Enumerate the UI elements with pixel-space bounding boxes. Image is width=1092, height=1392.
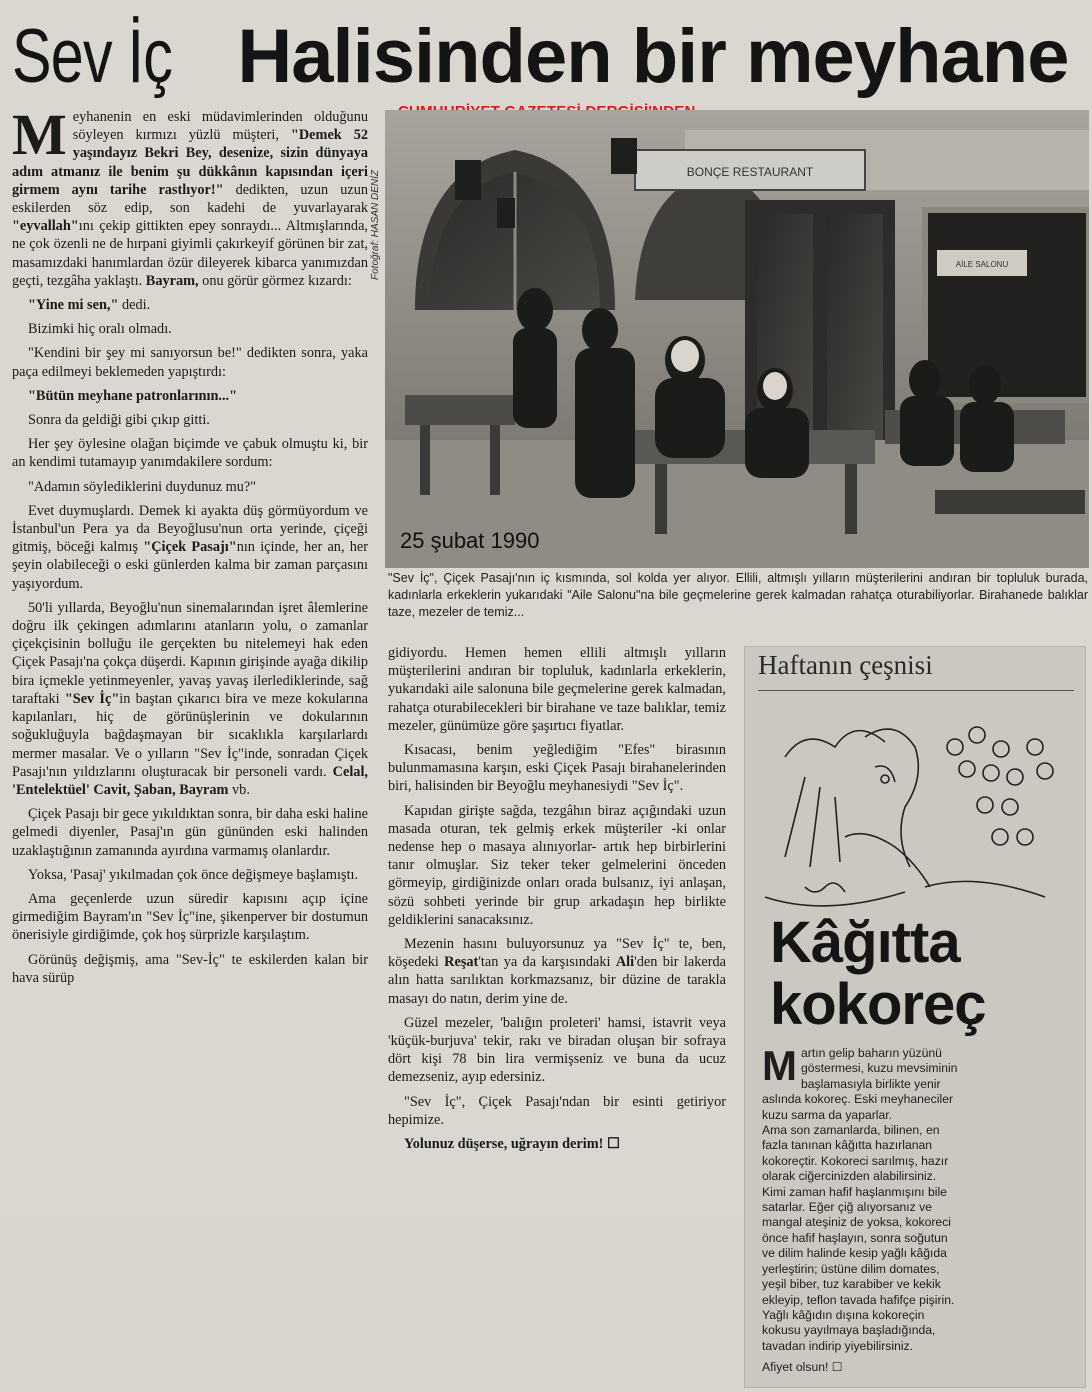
issue-date: 25 şubat 1990 [400, 528, 540, 553]
drop-cap: M [762, 1042, 797, 1089]
paragraph: Görünüş değişmiş, ama "Sev-İç" te eskilerden kalan bir hava sürüp [12, 951, 368, 986]
restaurant-photo-illustration [385, 110, 1089, 568]
drop-cap: M [12, 102, 67, 167]
paragraph: Ama son zamanlarda, bilinen, en fazla tanınan kâğıtta hazırlanan kokoreçtir. Kokoreci sarılmış, hazır olarak ciğercinizden alabilirsiniz. Kimi zaman hafif haşlanmışını bile satarlar. Eğer çiğ alıyorsanız ve mangal ateşiniz de yoksa, kokoreci önce hafif haşlayın, sonra soğutun ve dilim halinde kesip yağlı kâğıda yerleştirin; üstüne dilim domates, yeşil biber, tuz karabiber ve kekik ekleyip, teflon tavada hafifçe pişirin. Yağlı kâğıdın dışına kokoreçin kokusu yayılmaya başladığında, tavadan indirip yiyebilirsiniz. [762, 1123, 955, 1353]
paragraph: Çiçek Pasajı bir gece yıkıldıktan sonra, bir daha eski haline gelmedi diyenler, Pasaj'ın gün gününden eski halinden uzaklaştığının zamanında ayırdına varmamış olanlardır. [12, 806, 368, 859]
paragraph: Mezenin hasını buluyorsunuz ya "Sev İç" te, ben, köşedeki Reşat'tan ya da karşısındaki Ali'den bir lakerda alın hatta sarılıktan korkmazsanız, bir düzine de tarakla masayı do natın, derim yine de. [388, 936, 726, 1007]
paragraph: Yoksa, 'Pasaj' yıkılmadan çok önce değişmeye başlamıştı. [28, 866, 359, 883]
paragraph: "Yine mi sen," dedi. [28, 297, 151, 314]
paragraph: Afiyet olsun! ☐ [762, 1360, 843, 1375]
paragraph: Evet duymuşlardı. Demek ki ayakta düş görmüyordum ve İstanbul'un Pera ya da Beyoğlusu'nun orta yerinde, çiçeği gitmiş, böceği kalmış "Çiçek Pasajı"nın içinde, her an, her şeyin olabileceği o eski günlerden kalma bir zaman parçasını yaşıyordum. [12, 502, 369, 592]
paragraph: Sonra da geldiği gibi çıkıp gitti. [28, 412, 210, 429]
article-column-1 [12, 102, 369, 993]
paragraph: Her şey öylesine olağan biçimde ve çabuk olmuştu ki, bir an kendimi tutamayıp yanımdakilere sordum: [12, 436, 368, 471]
headline-light: Sev İç [12, 14, 173, 99]
paragraph: Bizimki hiç oralı olmadı. [28, 321, 172, 338]
headline [12, 12, 1084, 102]
family-salon-sign: AİLE SALONU [955, 260, 1009, 269]
box-header: Haftanın çeşnisi [758, 650, 933, 680]
paragraph: Kapıdan girişte sağda, tezgâhın biraz açığındaki uzun masada oturan, tek gelmiş erkek müşteriler -ki onlar nedense hep o masaya alınıyorlar- artık hep birbirlerini tanır olmuşlar. Siz teker teker gelmelerini önceden görmeyip, girdiğinizde onları orada bulsanız, iyi anlaşan, sözü sohbeti yerinde bir grup arkadaşın hep birlikte geldiklerini sanacaksınız. [388, 802, 726, 928]
paragraph: "Adamın söylediklerini duydunuz mu?" [28, 478, 257, 495]
paragraph: Meyhanenin en eski müdavimlerinden olduğunu söyleyen kırmızı yüzlü müşteri, "Demek 52 yaşındayız Bekri Bey, desenize, sizin dünyaya adım atmanız ile benim şu dükkânın kapısından içeri girmem aynı tarihe rastlıyor!" dedikten, uzun uzun eskilerden söz edip, son kadehi de yuvarlayarak "eyvallah"ını çekip gittikten epey sonraydı... Altmışlarında, ne çok özenli ne de hırpani giyimli çakırkeyif görünen bir zat, masamızdaki hanımlardan özür dileyerek kibarca yanımızdan geçti, tezgâha yaklaştı. Bayram, onu görür görmez kızardı: [12, 102, 368, 289]
paragraph: Yolunuz düşerse, uğrayın derim! ☐ [404, 1136, 620, 1153]
paragraph: "Bütün meyhane patronlarının..." [28, 387, 238, 404]
headline-bold: Halisinden bir meyhane [237, 14, 1069, 99]
recipe-text [762, 1042, 962, 1376]
paragraph: "Sev İç", Çiçek Pasajı'ndan bir esinti getiriyor hepimize. [388, 1093, 726, 1128]
paragraph: gidiyordu. Hemen hemen ellili altmışlı yılların müşterilerini andıran bir topluluk, kadınlarla erkeklerin, yukarıdaki aile salonuna bile geçmelerine gerek kalmadan, rahatça oturabilecekleri bir birahane ve taze balıklar, temiz mezeler, günümüze göre şaşırtıcı fiyatlar. [388, 645, 726, 734]
paragraph: Martın gelip baharın yüzünü göstermesi, kuzu mevsiminin başlamasıyla birlikte yenir aslında kokoreç. Eski meyhaneciler kuzu sarma da yaparlar. [762, 1042, 958, 1122]
paragraph: Güzel mezeler, 'balığın proleteri' hamsi, istavrit veya 'küçük-burjuva' tekir, rakı ve biradan oluşan bir sofraya dört kişi 78 bin lira vermişseniz ve buna da ucuz demezseniz, ayıp edersiniz. [388, 1014, 726, 1086]
photo-credit: Fotoğraf: HASAN DENİZ [370, 169, 381, 280]
paragraph: Ama geçenlerde uzun süredir kapısını açıp içine girmediğim Bayram'ın "Sev İç"ine, şikenperver bir dostumun önerisiyle girdiğimde, çok hoş sürprizle karşılaştım. [12, 890, 368, 944]
restaurant-photo [385, 110, 1089, 568]
recipe-title: Kâğıtta kokoreç [770, 910, 986, 1037]
paragraph: "Kendini bir şey mi sanıyorsun be!" dedikten sonra, yaka paça edilmeyi beklemeden yapıştırdı: [12, 345, 368, 380]
restaurant-sign: BONÇE RESTAURANT [686, 165, 814, 179]
chef-sketch-illustration [745, 687, 1085, 947]
page-margin [0, 1215, 744, 1392]
photo-caption: "Sev İç", Çiçek Pasajı'nın iç kısmında, sol kolda yer alıyor. Ellili, altmışlı yılların müşterilerini andıran bir topluluk burada, kadınlarla erkeklerin yukarıdaki "Aile Salonu"na bile geçmelerine gerek kalmadan rahatça oturabiliyorlar. Birahanede balıklar taze, mezeler de temiz... [388, 571, 1088, 619]
box-divider [758, 690, 1074, 691]
paragraph: Kısacası, benim yeğlediğim "Efes" birasının bulunmamasına karşın, eski Çiçek Pasajı birahanelerinden biri, halisinden bir Beyoğlu meyhanesiydi "Sev İç". [388, 742, 726, 795]
paragraph: 50'li yıllarda, Beyoğlu'nun sinemalarından işret âlemlerine doğru ilk çekingen adımlarını atanların yolu, o zamanlar çiçekçisinin bolluğu ile gerçekten bu nitelemeyi hak eden Çiçek Pasajı'na çokça düşerdi. Kapının girişinde ayağa dikilip bira içmekle yetinmeyenler, yavaş yavaş ilerlediklerinde, sağ taraftaki "Sev İç"in baştan çıkarıcı bira ve meze kokularına kapılanları, hiç de görünüşlerinin ve dokularının soğukluğuyla bağdaşmayan bir sıcaklıkla karşılarlardı mermer masalar. Ve o yılların "Sev İç"inde, sonradan Çiçek Pasajı'nın yıldızlarını oluşturacak bir personeli vardı. Celal, 'Entelektüel' Cavit, Şaban, Bayram vb. [12, 599, 368, 798]
article-column-2 [388, 644, 726, 1159]
